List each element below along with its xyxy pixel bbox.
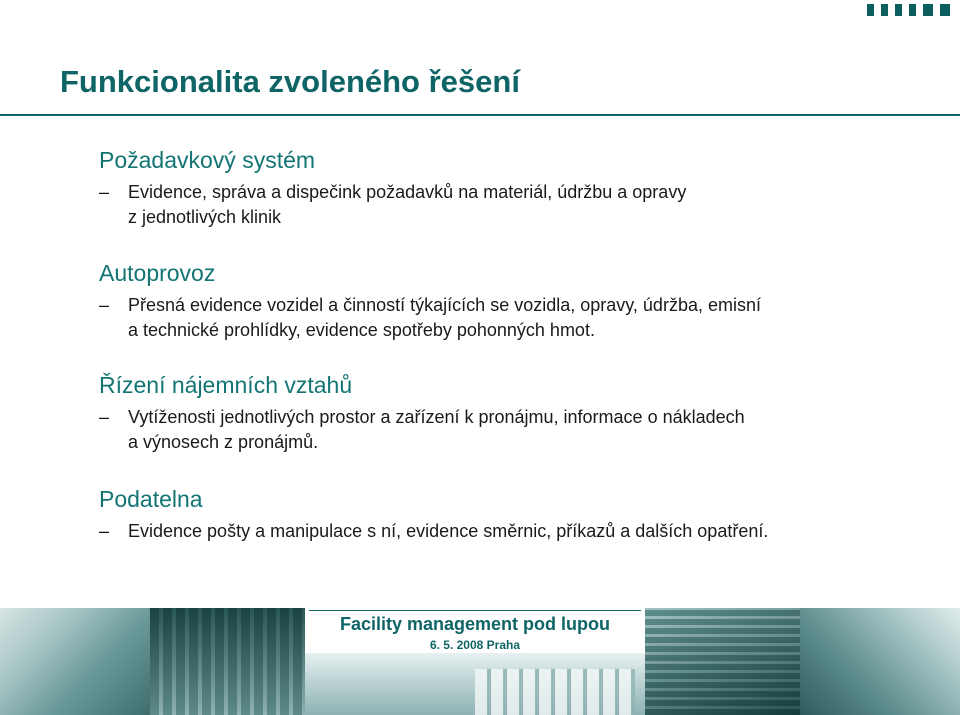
footer-photo-surgery [800, 608, 960, 715]
section-pozadavkovy-system [99, 146, 919, 230]
logo-bars [867, 4, 950, 16]
section-heading: Požadavkový systém [99, 147, 316, 173]
footer-photo-building [150, 608, 305, 715]
item-line: Evidence pošty a manipulace s ní, evidence směrnic, příkazů a dalších opatření. [128, 521, 769, 541]
list-item [99, 293, 919, 343]
section-heading: Podatelna [99, 486, 203, 512]
section-heading: Autoprovoz [99, 260, 216, 286]
item-line: Přesná evidence vozidel a činností týkajících se vozidla, opravy, údržba, emisní [128, 295, 761, 315]
footer-photo-doctor [0, 608, 150, 715]
item-line: Vytíženosti jednotlivých prostor a zařízení k pronájmu, informace o nákladech [128, 407, 745, 427]
section-rizeni-najemnich-vztahu [99, 371, 919, 455]
footer-rule [309, 610, 641, 611]
bullet-dash: – [99, 407, 110, 427]
title-divider [0, 114, 960, 116]
item-text [128, 405, 919, 455]
footer-photo-staff [475, 669, 635, 715]
item-line: a technické prohlídky, evidence spotřeby pohonných hmot. [128, 320, 595, 340]
list-item [99, 405, 919, 455]
item-line: a výnosech z pronájmů. [128, 432, 319, 452]
section-autoprovoz [99, 259, 919, 343]
logo-bar [867, 4, 874, 16]
logo-bar [940, 4, 950, 16]
section-heading: Řízení nájemních vztahů [99, 372, 353, 398]
bullet-dash: – [99, 521, 110, 541]
logo-bar [909, 4, 916, 16]
item-line: Evidence, správa a dispečink požadavků na materiál, údržbu a opravy [128, 182, 687, 202]
item-text [128, 519, 919, 544]
list-item [99, 519, 919, 544]
logo-bar [895, 4, 902, 16]
bullet-dash: – [99, 182, 110, 202]
item-line: z jednotlivých klinik [128, 207, 282, 227]
footer-title: Facility management pod lupou [339, 614, 611, 634]
item-text [128, 180, 919, 230]
logo-bar [881, 4, 888, 16]
logo-bar [923, 4, 933, 16]
bullet-dash: – [99, 295, 110, 315]
footer-photo-hospital [645, 608, 800, 715]
footer-center [305, 608, 645, 715]
footer-date: 6. 5. 2008 Praha [429, 638, 521, 652]
list-item [99, 180, 919, 230]
item-text [128, 293, 919, 343]
section-podatelna [99, 485, 919, 544]
footer-banner [0, 608, 960, 715]
page-title: Funkcionalita zvoleného řešení [60, 64, 520, 99]
